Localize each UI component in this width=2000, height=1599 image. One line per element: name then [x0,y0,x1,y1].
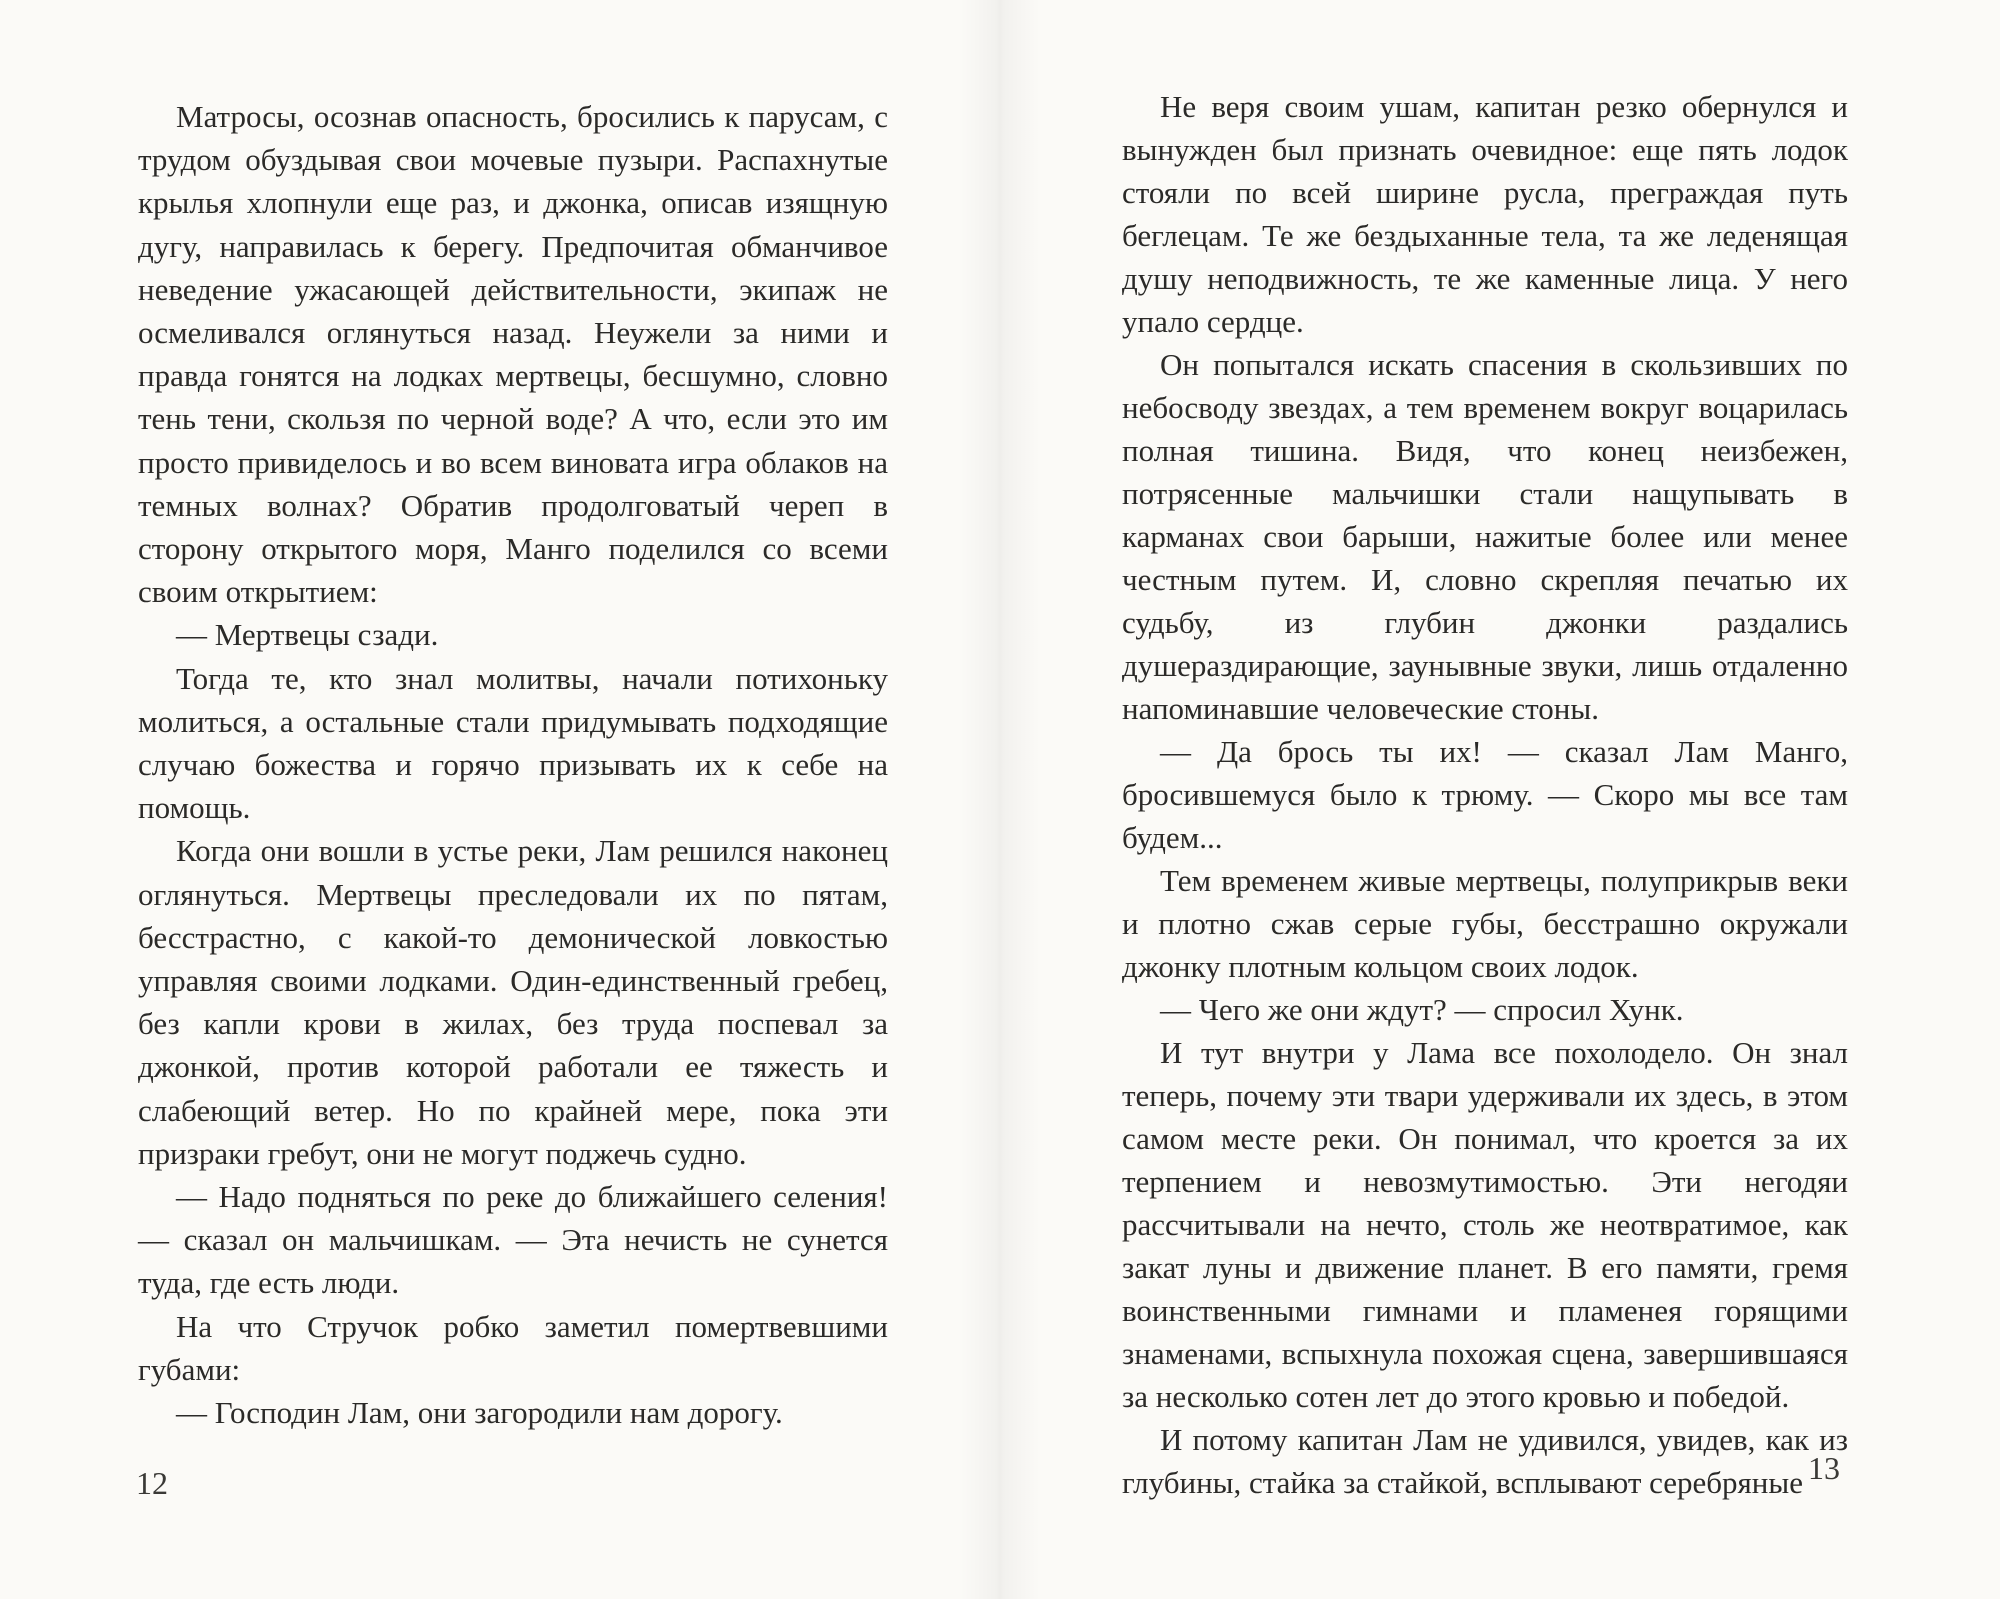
paragraph: — Мертвецы сзади. [176,617,439,653]
paragraph: — Да брось ты их! — сказал Лам Манго, бросившемуся было к трюму. — Скоро мы все там будем... [1122,734,1848,855]
book-gutter [960,0,1040,1599]
paragraph: Он попытался искать спасения в скользивших по небосводу звездах, а тем временем вокруг воцарилась полная тишина. Видя, что конец неизбежен, потрясенные мальчишки стали нащупывать в карманах свои барыши, нажитые более или менее честным путем. И, словно скрепляя печатью их судьбу, из глубин джонки раздались душераздирающие, заунывные звуки, лишь отдаленно напоминавшие человеческие стоны. [1122,347,1848,726]
right-page [1122,85,1848,1504]
paragraph: — Надо подняться по реке до ближайшего селения! — сказал он мальчишкам. — Эта нечисть не сунется туда, где есть люди. [138,1179,888,1301]
paragraph: — Господин Лам, они загородили нам дорогу. [176,1395,783,1431]
paragraph: Тем временем живые мертвецы, полуприкрыв веки и плотно сжав серые губы, бесстрашно окружали джонку плотным кольцом своих лодок. [1122,863,1848,984]
left-page [138,95,888,1434]
paragraph: На что Стручок робко заметил помертвевшими губами: [138,1308,888,1387]
paragraph: И тут внутри у Лама все похолодело. Он знал теперь, почему эти твари удерживали их здесь, в этом самом месте реки. Он понимал, что кроется за их терпением и невозмутимостью. Эти негодяи рассчитывали на нечто, столь же неотвратимое, как закат луны и движение планет. В его памяти, гремя воинственными гимнами и пламенея горящими знаменами, вспыхнула похожая сцена, завершившаяся за несколько сотен лет до этого кровью и победой. [1122,1035,1848,1414]
paragraph: — Чего же они ждут? — спросил Хунк. [1160,992,1684,1027]
paragraph: Когда они вошли в устье реки, Лам решился наконец оглянуться. Мертвецы преследовали их по пятам, бесстрастно, с какой-то демонической ловкостью управляя своими лодками. Один-единственный гребец, без капли крови в жилах, без труда поспевал за джонкой, против которой работали ее тяжесть и слабеющий ветер. Но по крайней мере, пока эти призраки гребут, они не могут поджечь судно. [138,833,888,1171]
page-number-left: 12 [136,1465,168,1501]
paragraph: Не веря своим ушам, капитан резко обернулся и вынужден был признать очевидное: еще пять лодок стояли по всей ширине русла, преграждая путь беглецам. Те же бездыханные тела, та же леденящая душу неподвижность, те же каменные лица. У него упало сердце. [1122,89,1848,339]
right-page-text [1122,85,1848,1504]
paragraph: Матросы, осознав опасность, бросились к парусам, с трудом обуздывая свои мочевые пузыри. Распахнутые крылья хлопнули еще раз, и джонка, описав изящную дугу, направилась к берегу. Предпочитая обманчивое неведение ужасающей действительности, экипаж не осмеливался оглянуться назад. Неужели за ними и правда гонятся на лодках мертвецы, бесшумно, словно тень тени, скользя по черной воде? А что, если это им просто привиделось и во всем виновата игра облаков на темных волнах? Обратив продолговатый череп в сторону открытого моря, Манго поделился со всеми своим открытием: [138,99,888,610]
paragraph: И потому капитан Лам не удивился, увидев, как из глубины, стайка за стайкой, всплывают серебряные [1122,1422,1848,1500]
paragraph: Тогда те, кто знал молитвы, начали потихоньку молиться, а остальные стали придумывать подходящие случаю божества и горячо призывать их к себе на помощь. [138,660,888,826]
left-page-text [138,95,888,1434]
page-number-right: 13 [1808,1450,1840,1486]
